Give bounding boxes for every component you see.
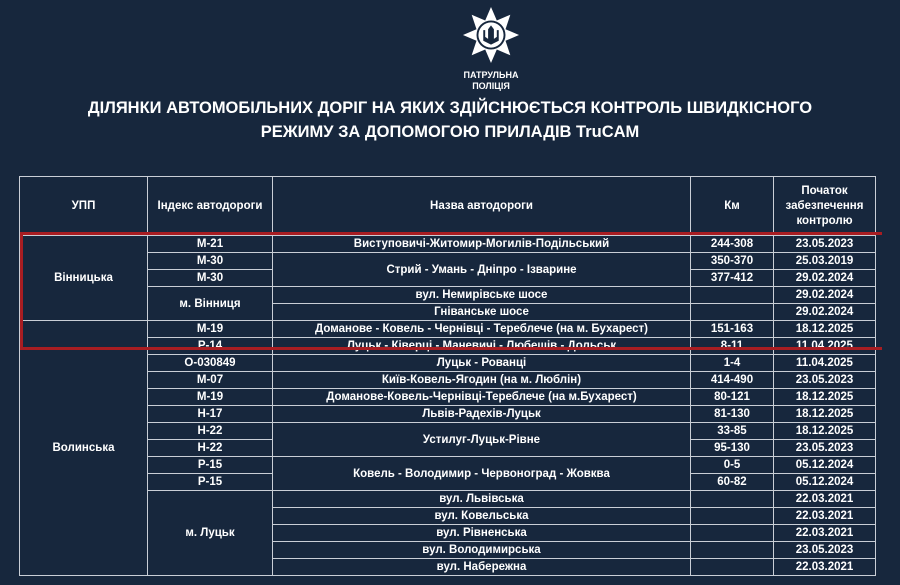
road-name: вул. Ковельська (273, 508, 691, 525)
road-index: Р-14 (148, 338, 273, 355)
table-row (20, 457, 876, 474)
road-index: М-19 (148, 321, 273, 338)
road-date: 22.03.2021 (774, 525, 876, 542)
header-name: Назва автодороги (273, 177, 691, 236)
road-km: 81-130 (691, 406, 774, 423)
road-name: вул. Рівненська (273, 525, 691, 542)
road-name: Ковель - Володимир - Червоноград - Жовква (273, 457, 691, 491)
road-date: 11.04.2025 (774, 355, 876, 372)
road-name: Луцьк - Ківерці - Маневичі - Любешів - Дольськ (273, 338, 691, 355)
road-km: 80-121 (691, 389, 774, 406)
table-row (20, 406, 876, 423)
road-km: 1-4 (691, 355, 774, 372)
header-index: Індекс автодороги (148, 177, 273, 236)
road-name: вул. Набережна (273, 559, 691, 576)
road-name: Стрий - Умань - Дніпро - Ізварине (273, 253, 691, 287)
road-km: 377-412 (691, 270, 774, 287)
header-km: Км (691, 177, 774, 236)
road-name: Київ-Ковель-Ягодин (на м. Люблін) (273, 372, 691, 389)
road-name: вул. Львівська (273, 491, 691, 508)
road-index: М-30 (148, 270, 273, 287)
group-city-lutsk: м. Луцьк (148, 491, 273, 576)
road-index: М-07 (148, 372, 273, 389)
table-row (20, 372, 876, 389)
road-date: 05.12.2024 (774, 474, 876, 491)
road-index: Н-17 (148, 406, 273, 423)
road-date: 18.12.2025 (774, 389, 876, 406)
logo-caption (440, 70, 542, 92)
table-header-row (20, 177, 876, 236)
table-row (20, 321, 876, 338)
road-date: 29.02.2024 (774, 270, 876, 287)
header-upp: УПП (20, 177, 148, 236)
road-km: 60-82 (691, 474, 774, 491)
patrol-police-star-logo (462, 6, 520, 64)
road-date: 23.05.2023 (774, 236, 876, 253)
road-km (691, 559, 774, 576)
road-km (691, 508, 774, 525)
page-title (0, 96, 900, 144)
road-index: О-030849 (148, 355, 273, 372)
road-km: 95-130 (691, 440, 774, 457)
logo-caption-line2: ПОЛІЦІЯ (472, 81, 510, 91)
table-row (20, 389, 876, 406)
road-km: 8-11 (691, 338, 774, 355)
road-km (691, 542, 774, 559)
road-date: 22.03.2021 (774, 508, 876, 525)
road-date: 05.12.2024 (774, 457, 876, 474)
road-name: Львів-Радехів-Луцьк (273, 406, 691, 423)
road-date: 22.03.2021 (774, 491, 876, 508)
table-row (20, 338, 876, 355)
page-title-line1: ДІЛЯНКИ АВТОМОБІЛЬНИХ ДОРІГ НА ЯКИХ ЗДІЙСНЮЄТЬСЯ КОНТРОЛЬ ШВИДКІСНОГО (87, 99, 813, 117)
table-row (20, 491, 876, 508)
group-city-vinnytsia: м. Вінниця (148, 287, 273, 321)
page-title-line2: РЕЖИМУ ЗА ДОПОМОГОЮ ПРИЛАДІВ TruCAM (260, 123, 640, 141)
road-km: 151-163 (691, 321, 774, 338)
road-index: Н-22 (148, 423, 273, 440)
road-name: Доманове-Ковель-Чернівці-Тереблече (на м.Бухарест) (273, 389, 691, 406)
road-sections-table (19, 176, 876, 576)
table-row (20, 423, 876, 440)
road-index: Р-15 (148, 474, 273, 491)
road-index: М-19 (148, 389, 273, 406)
road-date: 18.12.2025 (774, 406, 876, 423)
table-row (20, 253, 876, 270)
road-km: 244-308 (691, 236, 774, 253)
road-name: Устилуг-Луцьк-Рівне (273, 423, 691, 457)
table-row (20, 355, 876, 372)
road-date: 29.02.2024 (774, 304, 876, 321)
road-date: 11.04.2025 (774, 338, 876, 355)
logo-caption-line1: ПАТРУЛЬНА (463, 70, 519, 80)
road-date: 23.05.2023 (774, 440, 876, 457)
road-index: М-30 (148, 253, 273, 270)
road-km: 33-85 (691, 423, 774, 440)
road-km: 414-490 (691, 372, 774, 389)
road-index: Н-22 (148, 440, 273, 457)
road-index: Р-15 (148, 457, 273, 474)
road-km: 350-370 (691, 253, 774, 270)
table-row (20, 236, 876, 253)
road-km (691, 287, 774, 304)
road-date: 25.03.2019 (774, 253, 876, 270)
road-date: 22.03.2021 (774, 559, 876, 576)
road-km (691, 304, 774, 321)
group-upp-volynska: Волинська (20, 321, 148, 576)
header-start: Початок забезпечення контролю (774, 177, 876, 236)
road-date: 23.05.2023 (774, 542, 876, 559)
road-name: вул. Володимирська (273, 542, 691, 559)
road-date: 18.12.2025 (774, 423, 876, 440)
table-row (20, 287, 876, 304)
road-name: Луцьк - Рованці (273, 355, 691, 372)
road-date: 23.05.2023 (774, 372, 876, 389)
road-name: вул. Немирівське шосе (273, 287, 691, 304)
road-date: 29.02.2024 (774, 287, 876, 304)
group-upp-vinnytska: Вінницька (20, 236, 148, 321)
road-name: Гніванське шосе (273, 304, 691, 321)
road-km: 0-5 (691, 457, 774, 474)
road-index: М-21 (148, 236, 273, 253)
road-name: Виступовичі-Житомир-Могилів-Подільський (273, 236, 691, 253)
road-date: 18.12.2025 (774, 321, 876, 338)
road-km (691, 491, 774, 508)
road-km (691, 525, 774, 542)
road-name: Доманове - Ковель - Чернівці - Тереблече (на м. Бухарест) (273, 321, 691, 338)
